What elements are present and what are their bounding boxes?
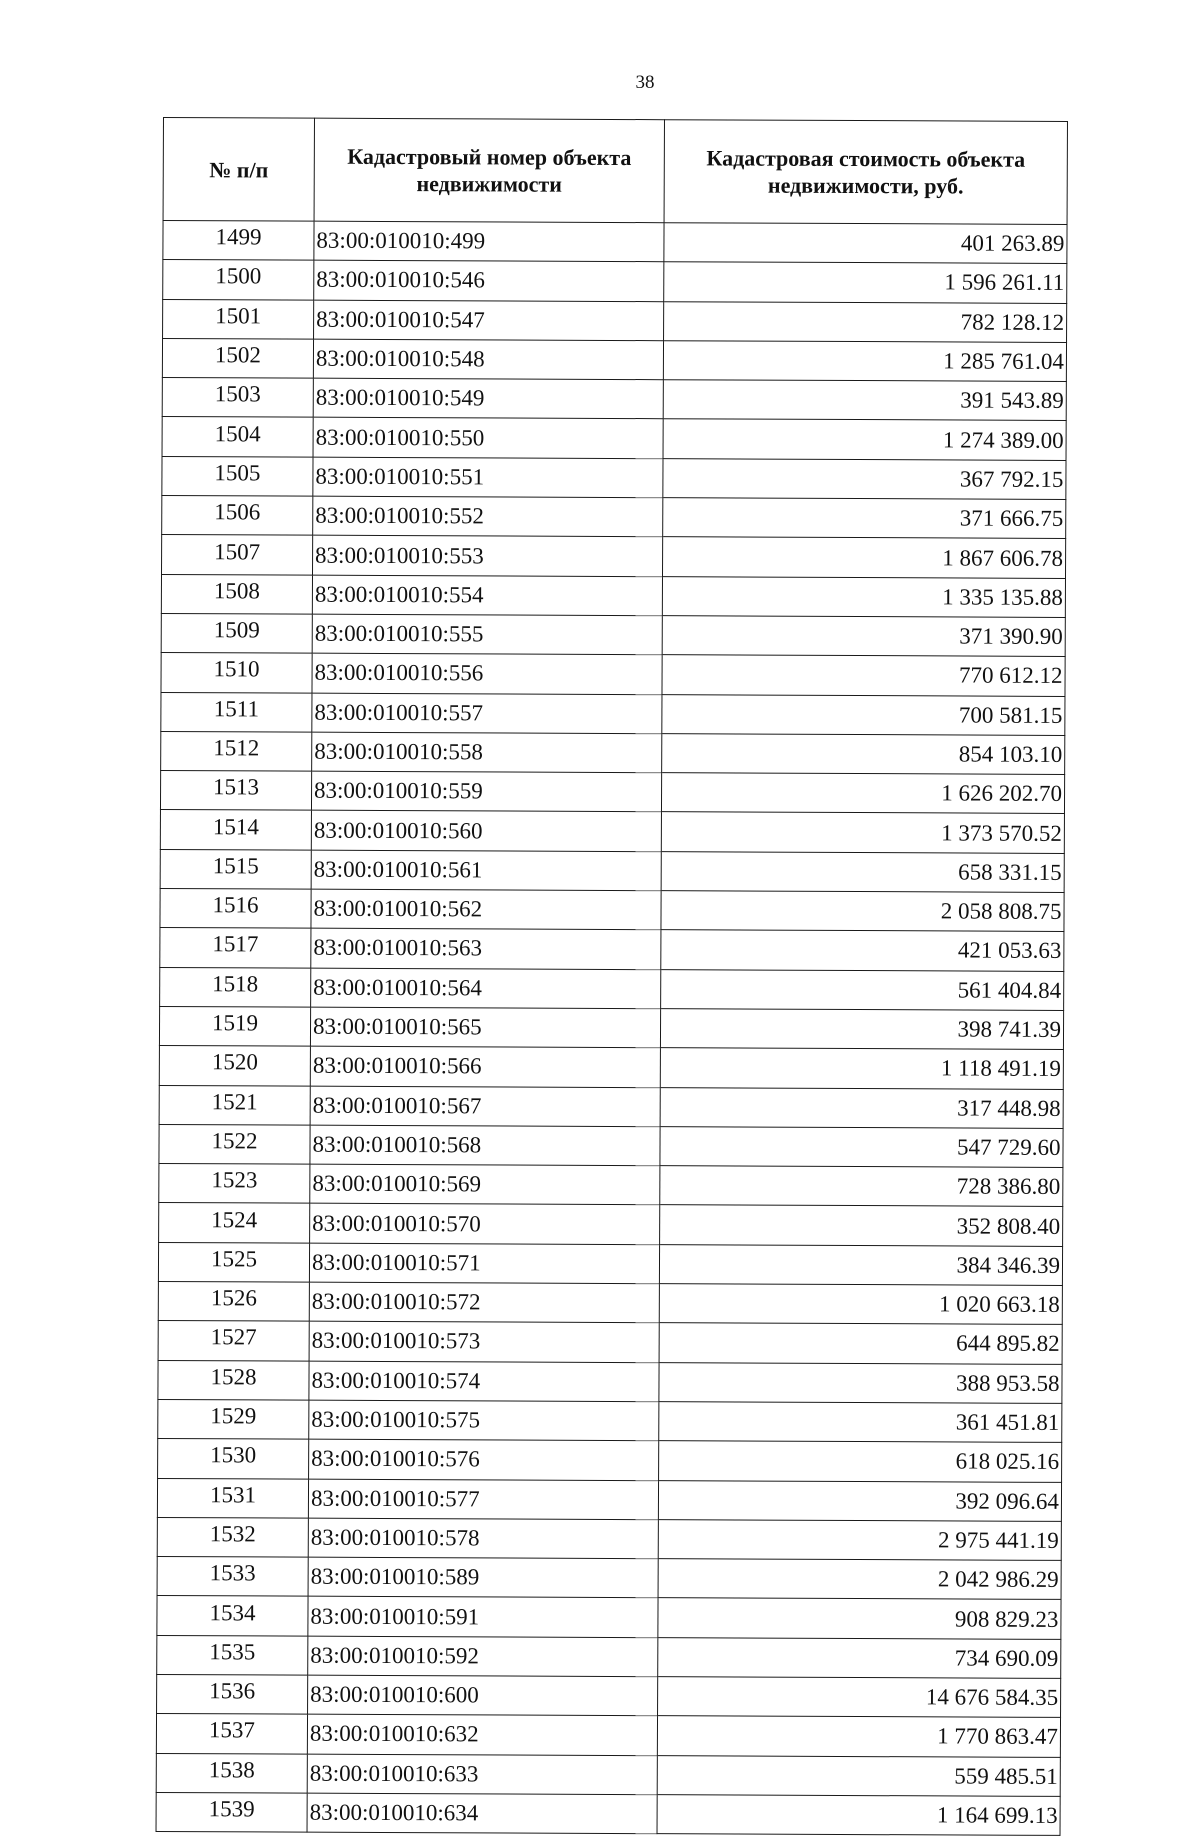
cadastral-number-cell: 83:00:010010:547 xyxy=(314,300,664,341)
cadastral-number-cell: 83:00:010010:576 xyxy=(309,1439,659,1480)
row-number-cell: 1515 xyxy=(160,849,311,889)
row-number-cell: 1533 xyxy=(157,1557,308,1597)
cadastral-value-cell: 700 581.15 xyxy=(662,694,1065,735)
row-number-cell: 1526 xyxy=(158,1282,309,1322)
cadastral-number-cell: 83:00:010010:556 xyxy=(312,653,662,694)
header-row-number: № п/п xyxy=(163,118,314,222)
cadastral-value-cell: 361 451.81 xyxy=(659,1402,1062,1443)
table-row xyxy=(160,928,1064,971)
row-number-cell: 1506 xyxy=(162,496,313,536)
row-number-cell: 1520 xyxy=(159,1046,310,1086)
cadastral-value-cell: 391 543.89 xyxy=(663,380,1066,421)
table-row xyxy=(156,1714,1060,1757)
cadastral-number-cell: 83:00:010010:577 xyxy=(308,1479,658,1520)
row-number-cell: 1537 xyxy=(156,1714,307,1754)
row-number-cell: 1527 xyxy=(158,1321,309,1361)
table-row xyxy=(158,1242,1062,1285)
table-header xyxy=(163,118,1067,225)
table-row xyxy=(162,378,1066,421)
table-row xyxy=(157,1635,1061,1678)
table-row xyxy=(163,221,1067,264)
table-row xyxy=(159,1085,1063,1128)
row-number-cell: 1532 xyxy=(157,1517,308,1557)
cadastral-value-cell: 421 053.63 xyxy=(661,930,1064,971)
header-row xyxy=(163,118,1067,225)
cadastral-number-cell: 83:00:010010:558 xyxy=(312,732,662,773)
row-number-cell: 1504 xyxy=(162,417,313,457)
cadastral-value-cell: 317 448.98 xyxy=(660,1087,1063,1128)
table-row xyxy=(157,1517,1061,1560)
cadastral-value-cell: 398 741.39 xyxy=(660,1009,1063,1050)
cadastral-value-cell: 728 386.80 xyxy=(660,1166,1063,1207)
table-row xyxy=(157,1674,1061,1717)
cadastral-number-cell: 83:00:010010:550 xyxy=(313,418,663,459)
cadastral-number-cell: 83:00:010010:591 xyxy=(308,1597,658,1638)
row-number-cell: 1523 xyxy=(159,1164,310,1204)
row-number-cell: 1502 xyxy=(162,338,313,378)
row-number-cell: 1524 xyxy=(159,1203,310,1243)
cadastral-value-cell: 1 770 863.47 xyxy=(657,1716,1060,1757)
table-row xyxy=(157,1478,1061,1521)
cadastral-value-cell: 782 128.12 xyxy=(664,301,1067,342)
row-number-cell: 1500 xyxy=(163,260,314,300)
row-number-cell: 1536 xyxy=(157,1674,308,1714)
cadastral-value-cell: 2 975 441.19 xyxy=(658,1519,1061,1560)
cadastral-number-cell: 83:00:010010:552 xyxy=(313,496,663,537)
row-number-cell: 1528 xyxy=(158,1360,309,1400)
cadastral-value-cell: 561 404.84 xyxy=(661,969,1064,1010)
row-number-cell: 1499 xyxy=(163,221,314,261)
table-row xyxy=(160,889,1064,932)
cadastral-value-cell: 367 792.15 xyxy=(663,458,1066,499)
cadastral-value-cell: 908 829.23 xyxy=(658,1598,1061,1639)
table-row xyxy=(159,1124,1063,1167)
cadastral-number-cell: 83:00:010010:559 xyxy=(311,771,661,812)
cadastral-value-cell: 371 666.75 xyxy=(663,498,1066,539)
row-number-cell: 1522 xyxy=(159,1124,310,1164)
cadastral-number-cell: 83:00:010010:564 xyxy=(311,968,661,1009)
row-number-cell: 1513 xyxy=(160,771,311,811)
table-row xyxy=(160,810,1064,853)
cadastral-value-cell: 559 485.51 xyxy=(657,1755,1060,1796)
cadastral-number-cell: 83:00:010010:546 xyxy=(314,260,664,301)
cadastral-value-cell: 1 020 663.18 xyxy=(659,1284,1062,1325)
table-row xyxy=(162,338,1066,381)
cadastral-number-cell: 83:00:010010:551 xyxy=(313,457,663,498)
cadastral-number-cell: 83:00:010010:557 xyxy=(312,693,662,734)
row-number-cell: 1535 xyxy=(157,1635,308,1675)
cadastral-value-cell: 770 612.12 xyxy=(662,655,1065,696)
table-row xyxy=(161,574,1065,617)
cadastral-value-cell: 371 390.90 xyxy=(662,616,1065,657)
cadastral-value-cell: 658 331.15 xyxy=(661,851,1064,892)
row-number-cell: 1539 xyxy=(156,1792,307,1832)
cadastral-number-cell: 83:00:010010:575 xyxy=(309,1400,659,1441)
cadastral-number-cell: 83:00:010010:589 xyxy=(308,1557,658,1598)
row-number-cell: 1510 xyxy=(161,653,312,693)
row-number-cell: 1531 xyxy=(157,1478,308,1518)
row-number-cell: 1514 xyxy=(160,810,311,850)
table-row xyxy=(159,1006,1063,1049)
row-number-cell: 1503 xyxy=(162,378,313,418)
table-row xyxy=(161,692,1065,735)
cadastral-number-cell: 83:00:010010:565 xyxy=(310,1007,660,1048)
table-row xyxy=(161,613,1065,656)
row-number-cell: 1508 xyxy=(161,574,312,614)
row-number-cell: 1530 xyxy=(158,1439,309,1479)
row-number-cell: 1517 xyxy=(160,928,311,968)
cadastral-number-cell: 83:00:010010:600 xyxy=(308,1675,658,1716)
cadastral-number-cell: 83:00:010010:571 xyxy=(309,1243,659,1284)
cadastral-value-cell: 1 285 761.04 xyxy=(663,341,1066,382)
cadastral-number-cell: 83:00:010010:566 xyxy=(310,1046,660,1087)
cadastral-number-cell: 83:00:010010:567 xyxy=(310,1086,660,1127)
table-row xyxy=(156,1753,1060,1796)
cadastral-value-cell: 1 274 389.00 xyxy=(663,419,1066,460)
row-number-cell: 1534 xyxy=(157,1596,308,1636)
cadastral-table-wrapper xyxy=(157,117,1067,1828)
row-number-cell: 1521 xyxy=(159,1085,310,1125)
row-number-cell: 1518 xyxy=(160,967,311,1007)
table-row xyxy=(158,1399,1062,1442)
cadastral-value-cell: 2 058 808.75 xyxy=(661,891,1064,932)
row-number-cell: 1529 xyxy=(158,1399,309,1439)
cadastral-number-cell: 83:00:010010:570 xyxy=(310,1204,660,1245)
cadastral-value-cell: 1 335 135.88 xyxy=(662,576,1065,617)
row-number-cell: 1512 xyxy=(161,731,312,771)
cadastral-value-cell: 1 867 606.78 xyxy=(663,537,1066,578)
cadastral-number-cell: 83:00:010010:592 xyxy=(308,1636,658,1677)
cadastral-number-cell: 83:00:010010:554 xyxy=(312,575,662,616)
cadastral-value-cell: 1 626 202.70 xyxy=(661,773,1064,814)
row-number-cell: 1516 xyxy=(160,889,311,929)
table-row xyxy=(159,1164,1063,1207)
cadastral-number-cell: 83:00:010010:633 xyxy=(307,1754,657,1795)
header-cadastral-number: Кадастровый номер объекта недвижимости xyxy=(314,118,664,223)
table-row xyxy=(162,456,1066,499)
table-row xyxy=(158,1360,1062,1403)
cadastral-value-cell: 1 118 491.19 xyxy=(660,1048,1063,1089)
cadastral-value-cell: 2 042 986.29 xyxy=(658,1559,1061,1600)
cadastral-number-cell: 83:00:010010:499 xyxy=(314,221,664,262)
cadastral-value-cell: 618 025.16 xyxy=(659,1441,1062,1482)
cadastral-number-cell: 83:00:010010:572 xyxy=(309,1282,659,1323)
table-row xyxy=(160,967,1064,1010)
table-row xyxy=(162,496,1066,539)
cadastral-number-cell: 83:00:010010:632 xyxy=(307,1714,657,1755)
cadastral-value-cell: 388 953.58 xyxy=(659,1362,1062,1403)
table-row xyxy=(159,1203,1063,1246)
cadastral-value-cell: 14 676 584.35 xyxy=(658,1677,1061,1718)
cadastral-number-cell: 83:00:010010:573 xyxy=(309,1321,659,1362)
cadastral-number-cell: 83:00:010010:574 xyxy=(309,1361,659,1402)
row-number-cell: 1501 xyxy=(163,299,314,339)
row-number-cell: 1505 xyxy=(162,456,313,496)
cadastral-value-cell: 547 729.60 xyxy=(660,1127,1063,1168)
table-row xyxy=(160,771,1064,814)
cadastral-number-cell: 83:00:010010:634 xyxy=(307,1793,657,1834)
table-row xyxy=(159,1046,1063,1089)
table-row xyxy=(162,535,1066,578)
cadastral-number-cell: 83:00:010010:549 xyxy=(313,378,663,419)
cadastral-number-cell: 83:00:010010:561 xyxy=(311,850,661,891)
table-row xyxy=(161,731,1065,774)
table-row xyxy=(160,849,1064,892)
table-body xyxy=(156,221,1067,1836)
cadastral-value-cell: 1 373 570.52 xyxy=(661,812,1064,853)
table-row xyxy=(157,1596,1061,1639)
cadastral-number-cell: 83:00:010010:560 xyxy=(311,811,661,852)
row-number-cell: 1538 xyxy=(156,1753,307,1793)
cadastral-number-cell: 83:00:010010:563 xyxy=(311,928,661,969)
table-row xyxy=(163,299,1067,342)
cadastral-number-cell: 83:00:010010:578 xyxy=(308,1518,658,1559)
table-row xyxy=(162,417,1066,460)
table-row xyxy=(158,1321,1062,1364)
cadastral-value-cell: 1 596 261.11 xyxy=(664,262,1067,303)
table-row xyxy=(157,1557,1061,1600)
cadastral-number-cell: 83:00:010010:568 xyxy=(310,1125,660,1166)
cadastral-number-cell: 83:00:010010:562 xyxy=(311,889,661,930)
cadastral-table xyxy=(156,117,1068,1836)
cadastral-value-cell: 644 895.82 xyxy=(659,1323,1062,1364)
cadastral-number-cell: 83:00:010010:569 xyxy=(310,1164,660,1205)
table-row xyxy=(158,1439,1062,1482)
cadastral-value-cell: 392 096.64 xyxy=(658,1480,1061,1521)
cadastral-value-cell: 401 263.89 xyxy=(664,223,1067,264)
header-cadastral-value: Кадастровая стоимость объекта недвижимости, руб. xyxy=(664,120,1067,225)
table-row xyxy=(156,1792,1060,1835)
cadastral-value-cell: 734 690.09 xyxy=(658,1637,1061,1678)
row-number-cell: 1511 xyxy=(161,692,312,732)
table-row xyxy=(161,653,1065,696)
row-number-cell: 1507 xyxy=(162,535,313,575)
cadastral-value-cell: 854 103.10 xyxy=(662,734,1065,775)
table-row xyxy=(163,260,1067,303)
cadastral-value-cell: 352 808.40 xyxy=(660,1205,1063,1246)
row-number-cell: 1509 xyxy=(161,613,312,653)
cadastral-value-cell: 1 164 699.13 xyxy=(657,1795,1060,1836)
row-number-cell: 1525 xyxy=(158,1242,309,1282)
row-number-cell: 1519 xyxy=(159,1006,310,1046)
cadastral-number-cell: 83:00:010010:548 xyxy=(313,339,663,380)
cadastral-value-cell: 384 346.39 xyxy=(659,1244,1062,1285)
table-row xyxy=(158,1282,1062,1325)
page-number: 38 xyxy=(635,72,655,93)
cadastral-number-cell: 83:00:010010:555 xyxy=(312,614,662,655)
cadastral-number-cell: 83:00:010010:553 xyxy=(313,536,663,577)
